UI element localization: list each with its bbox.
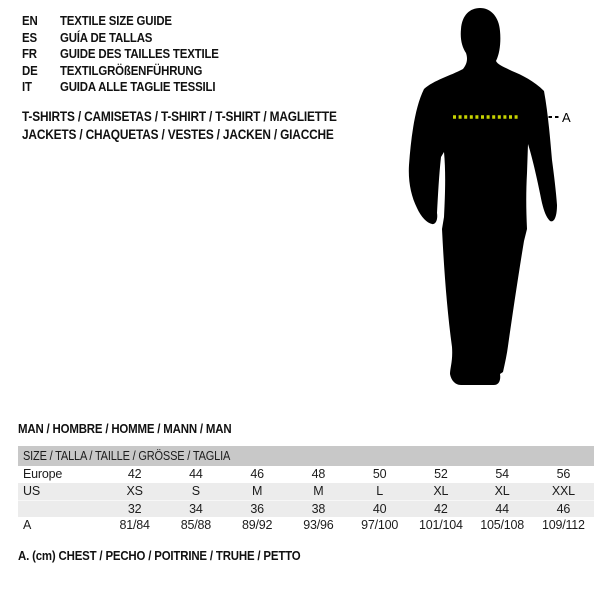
size-cell: XL [433, 484, 449, 498]
size-table [18, 446, 594, 534]
size-cell: M [313, 484, 324, 498]
size-cell: 81/84 [119, 518, 150, 532]
size-cell: 93/96 [303, 518, 334, 532]
language-label: TEXTILE SIZE GUIDE [60, 13, 172, 28]
table-row-europe [18, 466, 594, 483]
size-table-header [18, 446, 594, 466]
size-cell: 42 [127, 467, 142, 481]
language-row [22, 30, 240, 47]
language-label: GUÍA DE TALLAS [60, 29, 153, 45]
language-code: ES [22, 29, 37, 45]
language-label: TEXTILGRÖßENFÜHRUNG [60, 62, 203, 78]
category-line-tshirts: T-SHIRTS / CAMISETAS / T-SHIRT / T-SHIRT / MAGLIETTE [22, 109, 337, 124]
row-label: A [23, 518, 32, 532]
size-cell: XXL [551, 484, 575, 498]
size-cell: 52 [434, 467, 448, 481]
size-cell: 32 [127, 502, 142, 516]
size-cell: XL [494, 484, 510, 498]
measurement-footnote-text: A. (cm) CHEST / PECHO / POITRINE / TRUHE / PETTO [18, 548, 301, 563]
table-row-us-numeric [18, 500, 594, 517]
language-label: GUIDA ALLE TAGLIE TESSILI [60, 79, 216, 95]
gender-section-title [18, 421, 261, 436]
measure-label-a: A [562, 110, 571, 125]
size-cell: 44 [189, 467, 203, 481]
size-cell: 85/88 [180, 518, 212, 532]
language-code: DE [22, 62, 38, 78]
size-cell: 101/104 [418, 518, 463, 532]
size-cell: 42 [434, 502, 448, 516]
size-cell: 50 [372, 467, 387, 481]
language-row [22, 46, 240, 63]
size-cell: L [376, 484, 383, 498]
size-cell: 105/108 [480, 518, 525, 532]
language-label: GUIDE DES TAILLES TEXTILE [60, 46, 219, 62]
size-cell: 97/100 [361, 518, 399, 532]
size-cell: 46 [250, 467, 264, 481]
man-figure-svg [400, 5, 575, 395]
size-cell: 46 [556, 502, 571, 516]
size-cell: 36 [250, 502, 264, 516]
size-cell: 109/112 [541, 518, 585, 532]
size-table-header-text: SIZE / TALLA / TAILLE / GRÖSSE / TAGLIA [23, 449, 231, 463]
size-cell: 38 [311, 502, 326, 516]
table-row-us [18, 483, 594, 500]
language-row [22, 63, 240, 80]
measurement-footnote [18, 548, 339, 563]
size-cell: M [252, 484, 263, 498]
gender-section-title-text: MAN / HOMBRE / HOMME / MANN / MAN [18, 421, 232, 436]
language-list [22, 13, 240, 96]
size-cell: 56 [556, 467, 571, 481]
row-label: Europe [23, 467, 63, 481]
language-row [22, 79, 240, 96]
size-cell: 89/92 [241, 518, 273, 532]
size-cell: 54 [495, 467, 509, 481]
category-titles [22, 108, 380, 144]
category-line-jackets: JACKETS / CHAQUETAS / VESTES / JACKEN / GIACCHE [22, 127, 334, 142]
size-cell: 40 [372, 502, 387, 516]
size-cell: S [191, 484, 200, 498]
language-code: FR [22, 46, 37, 62]
language-row [22, 13, 240, 30]
size-cell: 34 [189, 502, 203, 516]
language-code: EN [22, 13, 38, 28]
row-label [18, 501, 104, 518]
size-cell: 48 [311, 467, 326, 481]
size-cell: 44 [495, 502, 509, 516]
man-figure [400, 5, 575, 395]
table-row-chest-a [18, 517, 594, 534]
row-label: US [23, 484, 40, 498]
size-cell: XS [126, 484, 143, 498]
language-code: IT [22, 79, 32, 95]
man-silhouette [409, 8, 557, 385]
